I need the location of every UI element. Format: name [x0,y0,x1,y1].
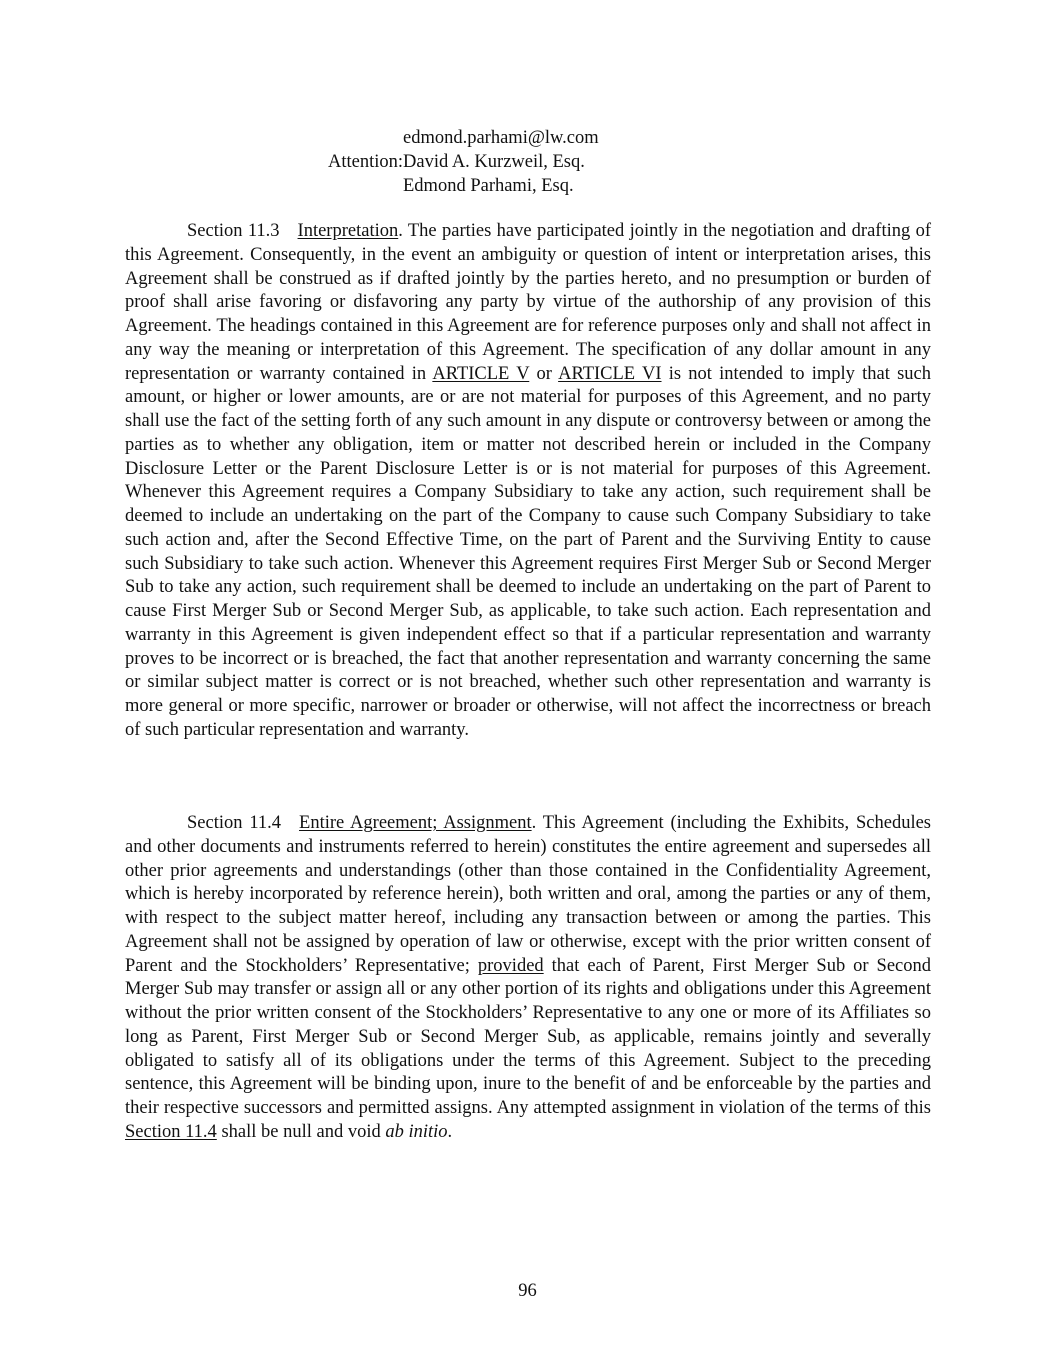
section-11-3-text-2: or [529,363,559,384]
article-vi-reference[interactable]: ARTICLE VI [558,363,662,384]
section-11-3-text-3: is not intended to imply that such amount, or higher or lower amounts, are or are not material for purposes of this Agreement, and no party shall use the fact of the setting forth of any such amount in any dispute or controversy between or among the parties as to whether any obligation, item or matter not described herein or included in the Company Disclosure Letter or the Parent Disclosure Letter is or is not material for purposes of this Agreement. Whenever this Agreement requires a Company Subsidiary to take any action, such requirement shall be deemed to include an undertaking on the part of the Company to cause such Company Subsidiary to take such action and, after the Second Effective Time, on the part of Parent and the Surviving Entity to cause such Subsidiary to take such action. Whenever this Agreement requires First Merger Sub or Second Merger Sub to take any action, such requirement shall be deemed to include an undertaking on the part of Parent to cause First Merger Sub or Second Merger Sub, as applicable, to take such action. Each representation and warranty in this Agreement is given independent effect so that if a particular representation and warranty proves to be incorrect or is breached, the fact that another representation and warranty concerning the same or similar subject matter is correct or is not breached, whether such other representation and warranty is more general or more specific, narrower or broader or otherwise, will not affect the incorrectness or breach of such particular representation and warranty. [125,363,931,740]
section-11-4-number: Section 11.4 [187,813,282,833]
section-11-4-paragraph [125,812,931,1145]
section-11-4-text-2: that each of Parent, First Merger Sub or Second Merger Sub may transfer or assign all or any other portion of its rights and obligations under this Agreement without the prior written consent of the Stockholders’ Representative to any one or more of its Affiliates so long as Parent, First Merger Sub or Second Merger Sub, as applicable, remains jointly and severally obligated to satisfy all of its obligations under the terms of this Agreement. Subject to the preceding sentence, this Agreement will be binding upon, inure to the benefit of and be enforceable by the parties and their respective successors and permitted assigns. Any attempted assignment in violation of the terms of this [125,955,932,1118]
notice-attention-row-2 [311,174,599,198]
section-11-3-heading: Interpretation [297,221,399,241]
section-11-3-paragraph [125,220,931,743]
section-11-4-text-4: . [447,1121,453,1142]
section-11-4-reference[interactable]: Section 11.4 [125,1121,217,1142]
attention-name-2: Edmond Parhami, Esq. [403,176,574,196]
article-v-reference[interactable]: ARTICLE V [432,363,530,384]
notice-address-block [311,126,599,198]
ab-initio-term: ab initio [385,1121,448,1142]
notice-attention-row [311,150,599,174]
provided-term: provided [477,955,544,976]
attention-name-1: David A. Kurzweil, Esq. [403,152,585,172]
notice-email: edmond.parhami@lw.com [403,128,599,148]
section-11-4-text-1: . This Agreement (including the Exhibits, Schedules and other documents and instruments referred to herein) constitutes the entire agreement and supersedes all other prior agreements and understandings (other than those contained in the Confidentiality Agreement, which is hereby incorporated by reference herein), both written and oral, among the parties or any of them, with respect to the subject matter hereof, including any transaction between or among the parties. This Agreement shall not be assigned by operation of law or otherwise, except with the prior written consent of Parent and the Stockholders’ Representative; [125,813,931,976]
notice-label-spacer [311,174,403,198]
section-11-3-text-1: . The parties have participated jointly in the negotiation and drafting of this Agreement. Consequently, in the event an ambiguity or question of intent or interpretation arises, this Agreement shall be construed as if drafted jointly by the parties hereto, and no presumption or burden of proof shall arise favoring or disfavoring any party by virtue of the authorship of any provision of this Agreement. The headings contained in this Agreement are for reference purposes only and shall not affect in any way the meaning or interpretation of this Agreement. The specification of any dollar amount in any representation or warranty contained in [125,221,931,384]
section-11-3-number: Section 11.3 [187,221,280,241]
notice-email-row [311,126,599,150]
page-number: 96 [518,1281,537,1301]
section-11-4-heading: Entire Agreement; Assignment [299,813,532,833]
notice-label-spacer [311,126,403,150]
attention-label: Attention: [327,152,403,172]
section-11-4-text-3: shall be null and void [216,1121,386,1142]
